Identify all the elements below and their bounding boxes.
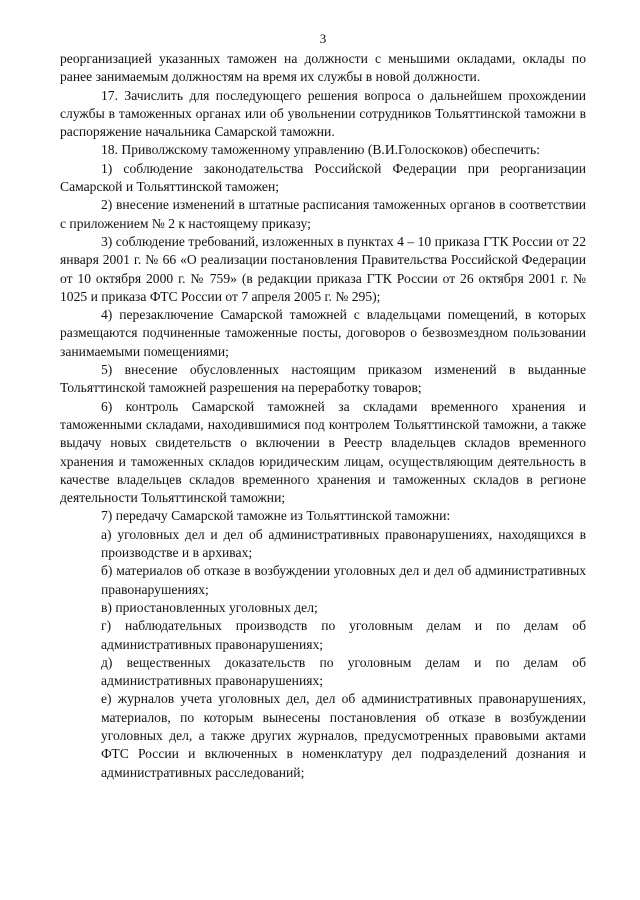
item-2: 2) внесение изменений в штатные расписания таможенных органов в соответствии с приложением № 2 к настоящему приказу; [60, 197, 586, 231]
paragraph-18: 18. Приволжскому таможенному управлению (В.И.Голоскоков) обеспечить: [101, 142, 540, 158]
paragraph-continuation: реорганизацией указанных таможен на должности с меньшими окладами, оклады по ранее занимаемым должностям на время их службы в новой должности. [60, 51, 586, 85]
item-6: 6) контроль Самарской таможней за складами временного хранения и таможенными складами, находившимися под контролем Тольяттинской таможни, а также выдачу новых свидетельств о включении в Реестр владельцев складов временного хранения и таможенных складов юридическим лицам, осуществляющим деятельность в качестве владельцев складов временного хранения и таможенных складов в регионе деятельности Тольяттинской таможни; [60, 398, 586, 506]
item-7: 7) передачу Самарской таможне из Тольяттинской таможни: [101, 508, 451, 524]
paragraph-17: 17. Зачислить для последующего решения вопроса о дальнейшем прохождении службы в таможенных органах или об увольнении сотрудников Тольяттинской таможни в распоряжение начальника Самарской таможни. [60, 87, 586, 140]
item-1: 1) соблюдение законодательства Российской Федерации при реорганизации Самарской и Тольяттинской таможен; [60, 160, 586, 195]
subitem-g: г) наблюдательных производств по уголовным делам и по делам об административных правонарушениях; [101, 618, 586, 652]
subitem-b: б) материалов об отказе в возбуждении уголовных дел и дел об административных правонарушениях; [101, 563, 586, 597]
item-3: 3) соблюдение требований, изложенных в пунктах 4 – 10 приказа ГТК России от 22 января 2001 г. № 66 «О реализации постановления Правительства Российской Федерации от 10 октября 2000 г. № 759» (в редакции приказа ГТК России от 26 октября 2001 г. № 1025 и приказа ФТС России от 7 апреля 2005 г. № 295); [60, 233, 586, 304]
page-number: 3 [319, 31, 327, 46]
subitem-a: а) уголовных дел и дел об административных правонарушениях, находящихся в производстве и в архивах; [101, 526, 586, 561]
subitem-v: в) приостановленных уголовных дел; [101, 599, 318, 615]
item-4: 4) перезаключение Самарской таможней с владельцами помещений, в которых размещаются подчиненные таможенные посты, договоров о безвозмездном пользовании занимаемыми помещениями; [60, 307, 586, 359]
subitem-e: е) журналов учета уголовных дел, дел об административных правонарушениях, материалов, по которым вынесены постановления об отказе в возбуждении уголовных дел, а также других журналов, предусмотренных правовыми актами ФТС России и включенных в номенклатуру дел подразделений дознания и административных расследований; [101, 691, 586, 780]
document-page [60, 28, 586, 782]
subitem-d: д) вещественных доказательств по уголовным делам и по делам об административных правонарушениях; [101, 654, 586, 689]
item-5: 5) внесение обусловленных настоящим приказом изменений в выданные Тольяттинской таможней разрешения на переработку товаров; [60, 362, 586, 396]
